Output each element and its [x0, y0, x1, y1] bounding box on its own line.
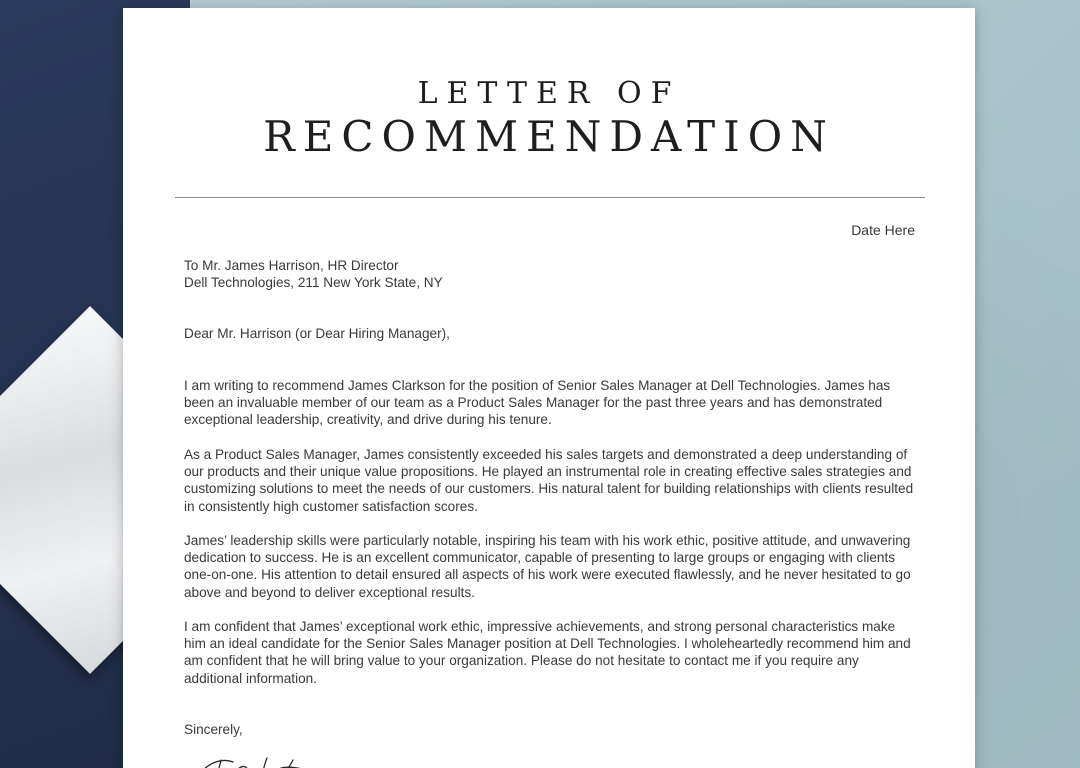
paragraph-4-text: I am confident that James’ exceptional work ethic, impressive achievements, and strong personal characteristics make him an ideal candidate for the Senior Sales Manager position at Dell Technologies. I wholeheartedly recommend him and am confident that he will bring value to your organization. Please do not hesitate to contact me if you require any additional information.: [184, 619, 911, 686]
salutation: [184, 325, 919, 342]
salutation-text: Dear Mr. Harrison (or Dear Hiring Manager),: [184, 326, 450, 341]
paragraph-4: [184, 618, 919, 687]
paragraph-2-text: As a Product Sales Manager, James consistently exceeded his sales targets and demonstrated a deep understanding of our products and their unique value propositions. He played an instrumental role in creating effective sales strategies and customizing solutions to meet the needs of our customers. His natural talent for building relationships with clients resulted in consistently high customer satisfaction scores.: [184, 447, 914, 514]
letter-page: [123, 8, 975, 768]
recipient-line-2: Dell Technologies, 211 New York State, NY: [184, 275, 443, 291]
title-line-2: RECOMMENDATION: [263, 112, 835, 161]
paragraph-3: [184, 532, 919, 601]
title-divider: [175, 197, 925, 198]
paragraph-1-text: I am writing to recommend James Clarkson for the position of Senior Sales Manager at Dell Technologies. James has been an invaluable member of our team as a Product Sales Manager for the past three years and has demonstrated exceptional leadership, creativity, and drive during his tenure.: [184, 378, 891, 428]
closing: [184, 721, 919, 738]
paragraph-1: [184, 377, 919, 429]
letter-date: Date Here: [851, 222, 915, 238]
recipient-line-1: To Mr. James Harrison, HR Director: [184, 258, 399, 273]
paragraph-3-text: James’ leadership skills were particularly notable, inspiring his team with his work ethic, positive attitude, and unwavering dedication to success. He is an excellent communicator, capable of presenting to large groups or engaging with clients one-on-one. His attention to detail ensured all aspects of his work were executed flawlessly, and he never hesitated to go above and beyond to deliver exceptional results.: [184, 533, 911, 600]
paragraph-2: [184, 446, 919, 515]
handwritten-signature: [193, 748, 353, 768]
closing-text: Sincerely,: [184, 722, 243, 737]
recipient-block: [184, 257, 919, 291]
title-line-1: LETTER OF: [417, 76, 681, 111]
